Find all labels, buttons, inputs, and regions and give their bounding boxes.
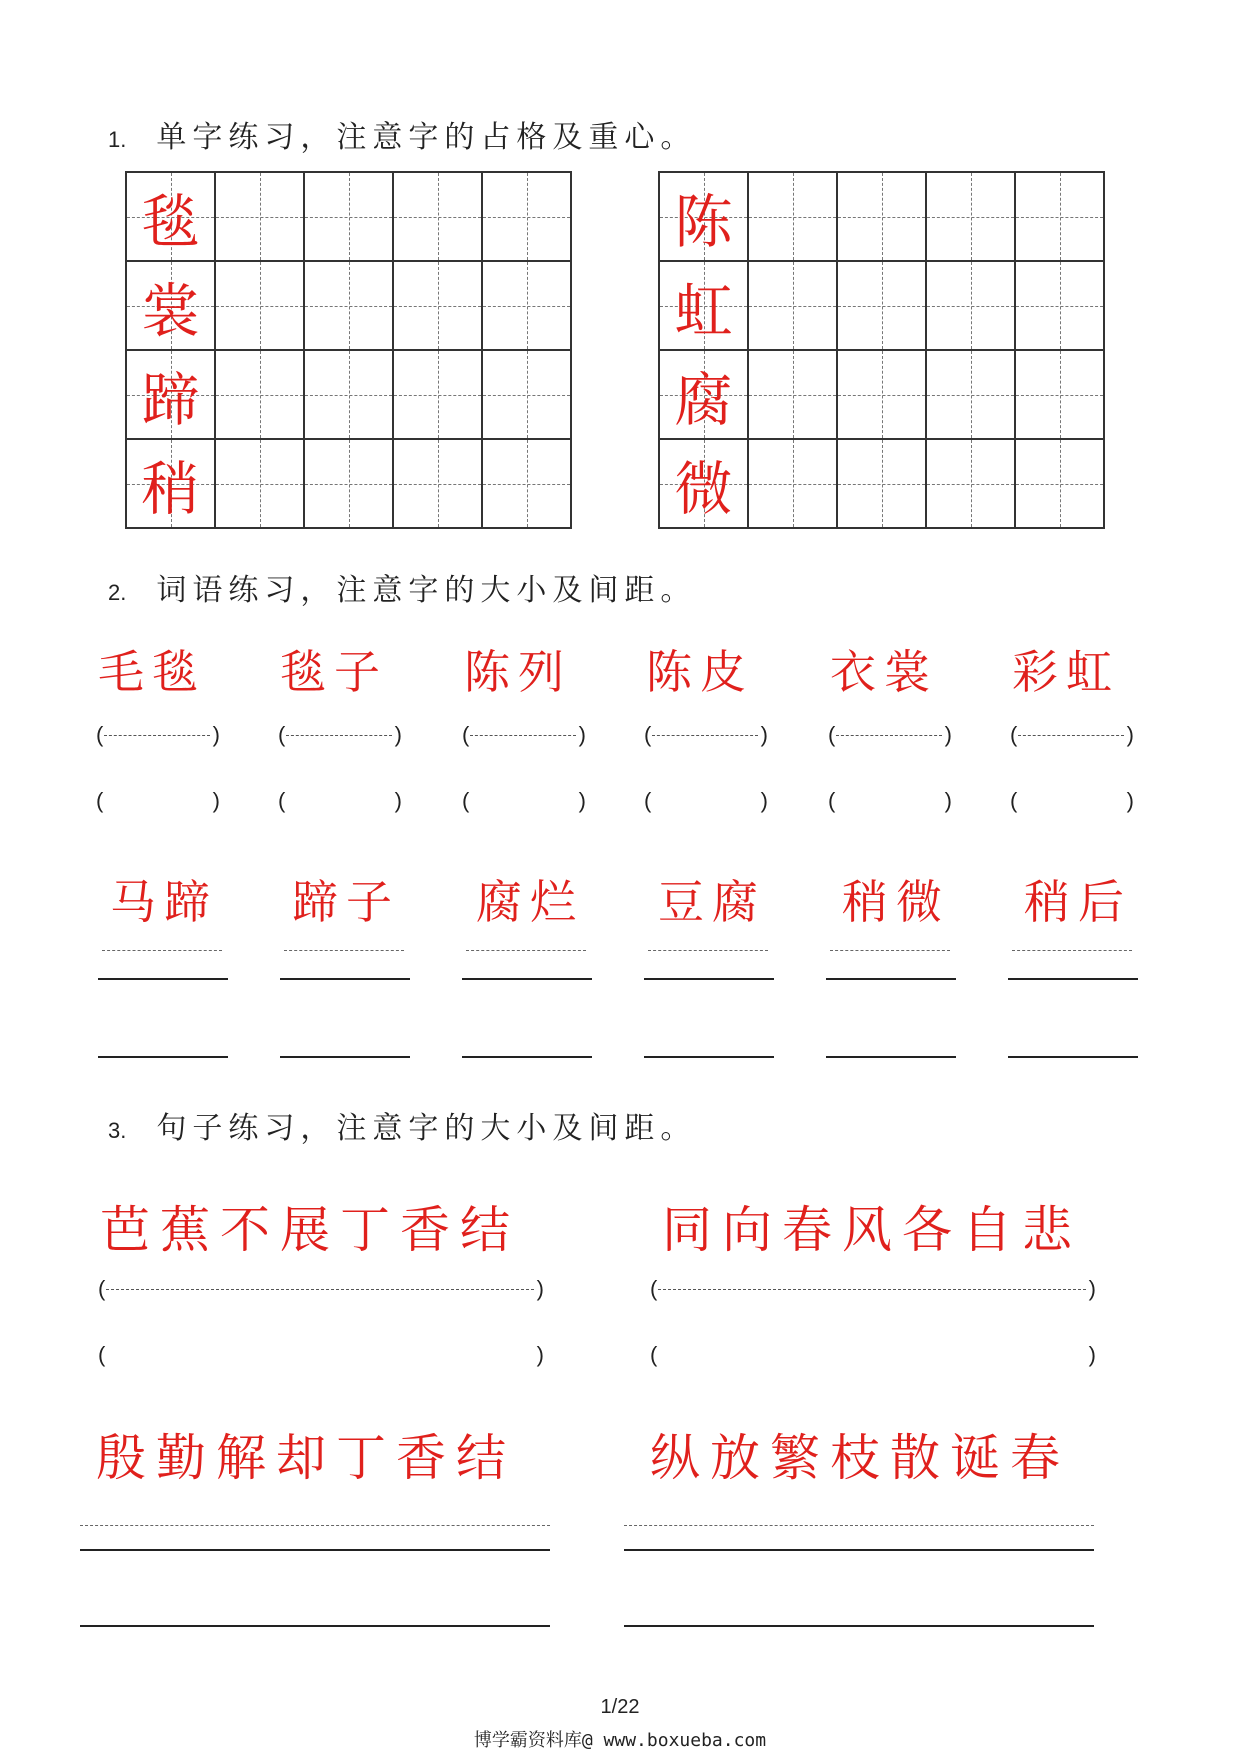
model-character: 腐	[674, 365, 733, 434]
practice-cell[interactable]	[1016, 262, 1105, 351]
sentence-4: 纵放繁枝散诞春	[650, 1429, 1070, 1487]
word-guide-dashed	[102, 950, 222, 951]
practice-cell[interactable]	[749, 173, 838, 262]
word-write-line[interactable]	[826, 978, 956, 980]
practice-cell[interactable]	[305, 262, 394, 351]
practice-grid-right	[658, 171, 1105, 529]
word-write-line[interactable]	[1008, 978, 1138, 980]
sentence-guide-dashed-2	[624, 1525, 1094, 1526]
practice-cell[interactable]	[1016, 440, 1105, 529]
sentence-guide-dashed-1	[80, 1525, 550, 1526]
practice-cell[interactable]	[749, 262, 838, 351]
word-guide-dashed	[830, 950, 950, 951]
sentence-write-line-2[interactable]	[624, 1549, 1094, 1551]
word-paren-dashed[interactable]: ( )	[278, 722, 402, 747]
word-write-line[interactable]	[462, 1056, 592, 1058]
model-cell	[127, 262, 216, 351]
practice-cell[interactable]	[749, 440, 838, 529]
word-paren-blank[interactable]: ( )	[462, 788, 586, 813]
practice-cell[interactable]	[216, 351, 305, 440]
practice-cell[interactable]	[838, 440, 927, 529]
practice-cell[interactable]	[927, 262, 1016, 351]
practice-cell[interactable]	[1016, 351, 1105, 440]
practice-cell[interactable]	[216, 440, 305, 529]
practice-cell[interactable]	[483, 440, 572, 529]
practice-cell[interactable]	[927, 173, 1016, 262]
practice-cell[interactable]	[927, 351, 1016, 440]
word-write-line[interactable]	[280, 1056, 410, 1058]
model-cell	[127, 173, 216, 262]
sentence-2: 同向春风各自悲	[662, 1201, 1082, 1259]
section1-title: 单字练习，注意字的占格及重心。	[156, 120, 697, 155]
practice-cell[interactable]	[394, 262, 483, 351]
word-row1-1: 毛毯	[98, 645, 206, 699]
practice-cell[interactable]	[305, 440, 394, 529]
model-character: 稍	[141, 454, 200, 523]
practice-cell[interactable]	[394, 351, 483, 440]
word-paren-blank[interactable]: ( )	[828, 788, 952, 813]
word-write-line[interactable]	[98, 978, 228, 980]
word-row1-2: 毯子	[280, 645, 388, 699]
word-write-line[interactable]	[462, 978, 592, 980]
word-write-line[interactable]	[644, 1056, 774, 1058]
section2-heading	[108, 565, 696, 609]
model-character: 微	[674, 454, 733, 523]
word-row1-3: 陈列	[464, 645, 572, 699]
word-paren-dashed[interactable]: ( )	[1010, 722, 1134, 747]
page-number: 1/22	[600, 1696, 640, 1718]
word-row2-6: 稍后	[1024, 875, 1132, 929]
sentence-paren-dashed-1[interactable]: ( )	[98, 1276, 544, 1301]
word-paren-blank[interactable]: ( )	[1010, 788, 1134, 813]
model-cell	[127, 440, 216, 529]
model-character: 虹	[674, 276, 733, 345]
practice-cell[interactable]	[394, 173, 483, 262]
sentence-write-line-4[interactable]	[624, 1625, 1094, 1627]
practice-cell[interactable]	[394, 440, 483, 529]
site-watermark: 博学霸资料库@ www.boxueba.com	[473, 1730, 767, 1751]
section3-heading	[108, 1103, 696, 1147]
word-row2-1: 马蹄	[110, 875, 218, 929]
section2-number: 2.	[108, 580, 127, 605]
practice-cell[interactable]	[1016, 173, 1105, 262]
word-paren-dashed[interactable]: ( )	[96, 722, 220, 747]
word-write-line[interactable]	[98, 1056, 228, 1058]
word-row2-3: 腐烂	[476, 875, 584, 929]
word-guide-dashed	[284, 950, 404, 951]
practice-cell[interactable]	[749, 351, 838, 440]
word-row1-4: 陈皮	[646, 645, 754, 699]
word-write-line[interactable]	[644, 978, 774, 980]
practice-cell[interactable]	[927, 440, 1016, 529]
sentence-paren-dashed-2[interactable]: ( )	[650, 1276, 1096, 1301]
practice-grid-left	[125, 171, 572, 529]
model-character: 毯	[141, 187, 200, 256]
word-row2-2: 蹄子	[292, 875, 400, 929]
section1-heading	[108, 112, 696, 156]
model-character: 陈	[674, 187, 733, 256]
word-guide-dashed	[648, 950, 768, 951]
word-write-line[interactable]	[280, 978, 410, 980]
practice-cell[interactable]	[838, 351, 927, 440]
section3-number: 3.	[108, 1118, 127, 1143]
word-row1-5: 衣裳	[830, 645, 938, 699]
word-paren-dashed[interactable]: ( )	[828, 722, 952, 747]
practice-cell[interactable]	[483, 262, 572, 351]
model-character: 蹄	[141, 365, 200, 434]
word-row2-4: 豆腐	[658, 875, 766, 929]
word-row1-6: 彩虹	[1012, 645, 1120, 699]
sentence-paren-blank-2[interactable]: ( )	[650, 1342, 1096, 1367]
section3-title: 句子练习，注意字的大小及间距。	[156, 1111, 697, 1146]
model-cell	[127, 351, 216, 440]
section1-number: 1.	[108, 127, 127, 152]
sentence-write-line-1[interactable]	[80, 1549, 550, 1551]
word-paren-blank[interactable]: ( )	[96, 788, 220, 813]
sentence-paren-blank-1[interactable]: ( )	[98, 1342, 544, 1367]
model-cell	[660, 262, 749, 351]
model-cell	[660, 351, 749, 440]
sentence-1: 芭蕉不展丁香结	[100, 1201, 520, 1259]
model-cell	[660, 173, 749, 262]
practice-cell[interactable]	[305, 173, 394, 262]
word-row2-5: 稍微	[842, 875, 950, 929]
sentence-3: 殷勤解却丁香结	[96, 1429, 516, 1487]
model-cell	[660, 440, 749, 529]
practice-cell[interactable]	[483, 173, 572, 262]
practice-cell[interactable]	[838, 173, 927, 262]
practice-cell[interactable]	[216, 173, 305, 262]
word-paren-dashed[interactable]: ( )	[462, 722, 586, 747]
practice-cell[interactable]	[216, 262, 305, 351]
word-paren-blank[interactable]: ( )	[278, 788, 402, 813]
word-paren-blank[interactable]: ( )	[644, 788, 768, 813]
word-guide-dashed	[1012, 950, 1132, 951]
section2-title: 词语练习，注意字的大小及间距。	[156, 573, 697, 608]
word-write-line[interactable]	[826, 1056, 956, 1058]
practice-cell[interactable]	[305, 351, 394, 440]
sentence-write-line-3[interactable]	[80, 1625, 550, 1627]
model-character: 裳	[141, 276, 200, 345]
word-paren-dashed[interactable]: ( )	[644, 722, 768, 747]
word-write-line[interactable]	[1008, 1056, 1138, 1058]
practice-cell[interactable]	[483, 351, 572, 440]
practice-cell[interactable]	[838, 262, 927, 351]
word-guide-dashed	[466, 950, 586, 951]
